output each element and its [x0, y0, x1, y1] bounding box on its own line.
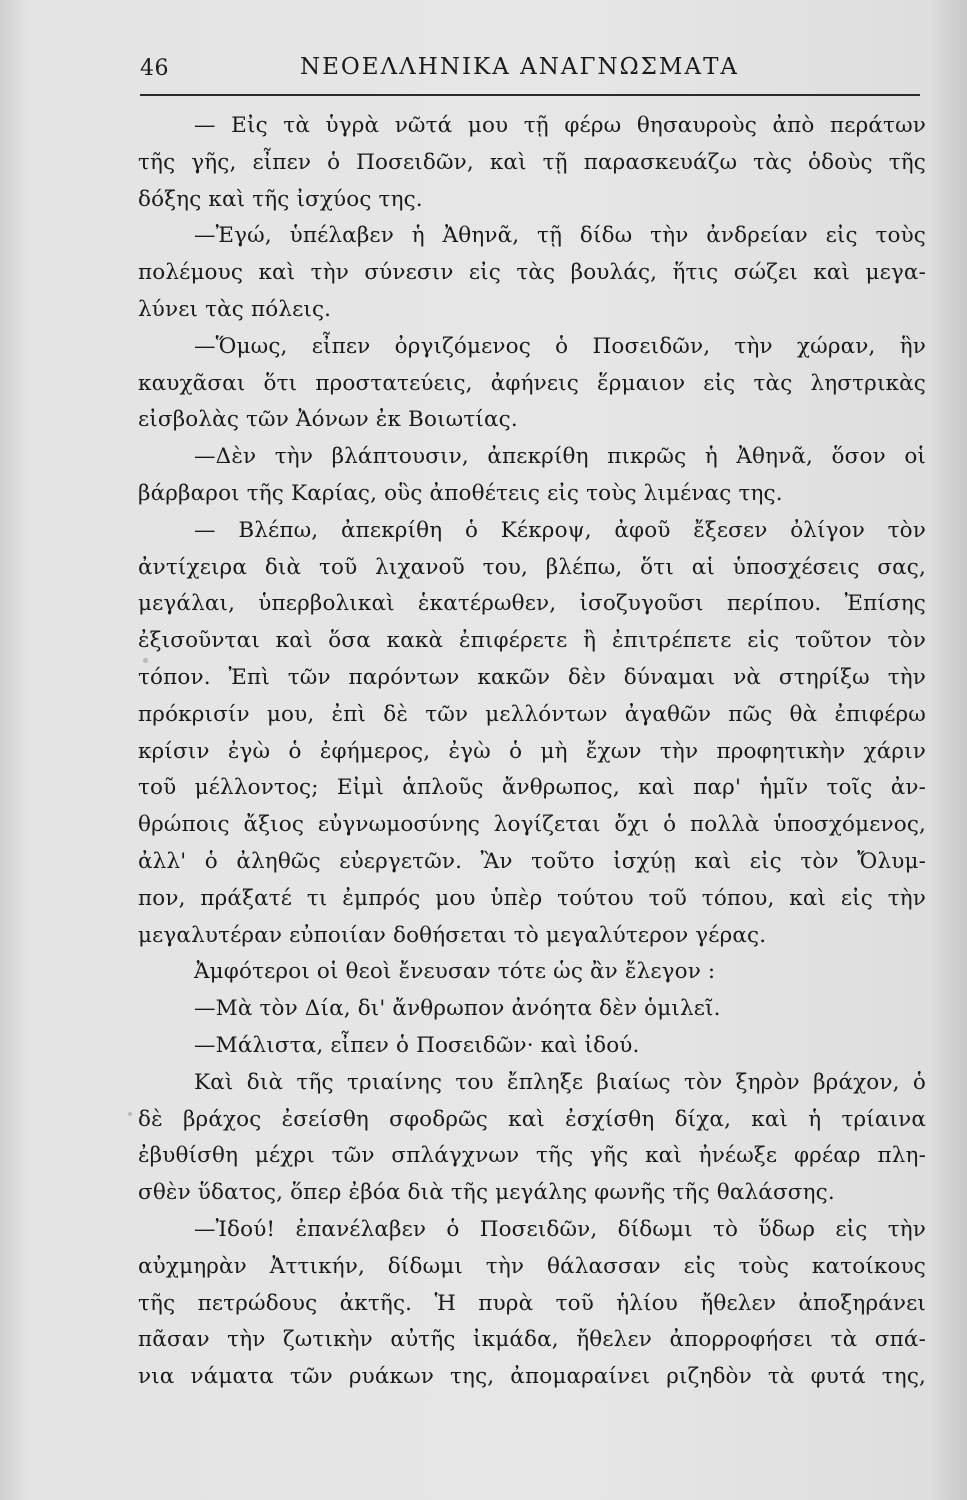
text-line: — Βλέπω, ἀπεκρίθη ὁ Κέκροψ, ἀφοῦ ἔξεσεν ὀλίγον τὸν — [194, 517, 926, 543]
text-line: κρίσιν ἐγὼ ὁ ἐφήμερος, ἐγὼ ὁ μὴ ἔχων τὴν προφητικὴν χάριν — [138, 738, 926, 764]
text-line: δὲ βράχος ἐσείσθη σφοδρῶς καὶ ἐσχίσθη δίχα, καὶ ἡ τρίαινα — [138, 1106, 926, 1132]
text-line: —Μὰ τὸν Δία, δι' ἄνθρωπον ἀνόητα δὲν ὁμιλεῖ. — [194, 996, 721, 1022]
text-line: μεγάλαι, ὑπερβολικαὶ ἑκατέρωθεν, ἰσοζυγοῦσι περίπου. Ἐπίσης — [138, 591, 926, 617]
text-line: πρόκρισίν μου, ἐπὶ δὲ τῶν μελλόντων ἀγαθῶν πῶς θὰ ἐπιφέρω — [138, 701, 926, 727]
running-title: ΝΕΟΕΛΛΗΝΙΚΑ ΑΝΑΓΝΩΣΜΑΤΑ — [300, 54, 740, 80]
text-line: ἀλλ' ὁ ἀληθῶς εὐεργετῶν. Ἂν τοῦτο ἰσχύῃ καὶ εἰς τὸν Ὄλυμ- — [138, 848, 926, 874]
text-line: —Ἰδού! ἐπανέλαβεν ὁ Ποσειδῶν, δίδωμι τὸ ὕδωρ εἰς τὴν — [194, 1216, 926, 1242]
page-number: 46 — [140, 56, 169, 81]
text-line: τοῦ μέλλοντος; Εἰμὶ ἁπλοῦς ἄνθρωπος, καὶ παρ' ἡμῖν τοῖς ἀν- — [138, 775, 926, 801]
text-line: πᾶσαν τὴν ζωτικὴν αὐτῆς ἰκμάδα, ἤθελεν ἀπορροφήσει τὰ σπά- — [138, 1327, 926, 1353]
text-line: —Δὲν τὴν βλάπτουσιν, ἀπεκρίθη πικρῶς ἡ Ἀθηνᾶ, ὅσον οἱ — [194, 444, 926, 470]
text-line: βάρβαροι τῆς Καρίας, οὓς ἀποθέτεις εἰς τοὺς λιμένας της. — [138, 480, 783, 506]
text-line: τῆς πετρώδους ἀκτῆς. Ἡ πυρὰ τοῦ ἡλίου ἤθελεν ἀποξηράνει — [138, 1290, 926, 1316]
header-rule — [140, 94, 920, 96]
text-line: —Ὅμως, εἶπεν ὀργιζόμενος ὁ Ποσειδῶν, τὴν χώραν, ἣν — [194, 333, 926, 359]
text-line: λύνει τὰς πόλεις. — [138, 296, 332, 322]
text-line: εἰσβολὰς τῶν Ἀόνων ἐκ Βοιωτίας. — [138, 407, 518, 433]
page-header — [140, 52, 920, 92]
print-speck — [149, 750, 152, 753]
text-line: —Μάλιστα, εἶπεν ὁ Ποσειδῶν· καὶ ἰδού. — [194, 1032, 640, 1058]
print-speck — [128, 1112, 132, 1116]
text-line: ἀντίχειρα διὰ τοῦ λιχανοῦ του, βλέπω, ὅτι αἱ ὑποσχέσεις σας, — [138, 554, 926, 580]
text-line: θρώποις ἄξιος εὐγνωμοσύνης λογίζεται ὄχι ὁ πολλὰ ὑποσχόμενος, — [138, 812, 926, 838]
text-line: πον, πράξατέ τι ἐμπρός μου ὑπὲρ τούτου τοῦ τόπου, καὶ εἰς τὴν — [138, 885, 926, 911]
text-line: καυχᾶσαι ὅτι προστατεύεις, ἀφήνεις ἕρμαιον εἰς τὰς ληστρικὰς — [138, 370, 926, 396]
text-line: νια νάματα τῶν ρυάκων της, ἀπομαραίνει ριζηδὸν τὰ φυτά της, — [138, 1364, 926, 1390]
text-line: — Εἰς τὰ ὑγρὰ νῶτά μου τῇ φέρω θησαυροὺς ἀπὸ περάτων — [194, 113, 926, 138]
text-line: πολέμους καὶ τὴν σύνεσιν εἰς τὰς βουλάς, ἥτις σώζει καὶ μεγα- — [138, 260, 926, 286]
text-line: σθὲν ὕδατος, ὅπερ ἐβόα διὰ τῆς μεγάλης φωνῆς τῆς θαλάσσης. — [138, 1180, 835, 1206]
text-line: —Ἐγώ, ὑπέλαβεν ἡ Ἀθηνᾶ, τῇ δίδω τὴν ἀνδρείαν εἰς τοὺς — [194, 223, 926, 249]
text-line: τῆς γῆς, εἶπεν ὁ Ποσειδῶν, καὶ τῇ παρασκευάζω τὰς ὁδοὺς τῆς — [138, 149, 926, 175]
text-line: ἐξισοῦνται καὶ ὅσα κακὰ ἐπιφέρετε ἢ ἐπιτρέπετε εἰς τοῦτον τὸν — [138, 628, 926, 654]
text-line: τόπον. Ἐπὶ τῶν παρόντων κακῶν δὲν δύναμαι νὰ στηρίξω τὴν — [138, 664, 926, 690]
body-text — [138, 108, 926, 1396]
text-line: ἐβυθίσθη μέχρι τῶν σπλάγχνων τῆς γῆς καὶ ἠνέωξε φρέαρ πλη- — [138, 1143, 926, 1169]
text-line: αὐχμηρὰν Ἀττικήν, δίδωμι τὴν θάλασσαν εἰς τοὺς κατοίκους — [138, 1253, 926, 1279]
text-line: μεγαλυτέραν εὐποιίαν δοθήσεται τὸ μεγαλύτερον γέρας. — [138, 922, 767, 948]
text-line: δόξης καὶ τῆς ἰσχύος της. — [138, 186, 423, 212]
text-line: Καὶ διὰ τῆς τριαίνης του ἔπληξε βιαίως τὸν ξηρὸν βράχον, ὁ — [194, 1069, 926, 1095]
text-line: Ἀμφότεροι οἱ θεοὶ ἔνευσαν τότε ὡς ἂν ἔλεγον : — [194, 959, 716, 985]
print-speck — [143, 658, 148, 663]
